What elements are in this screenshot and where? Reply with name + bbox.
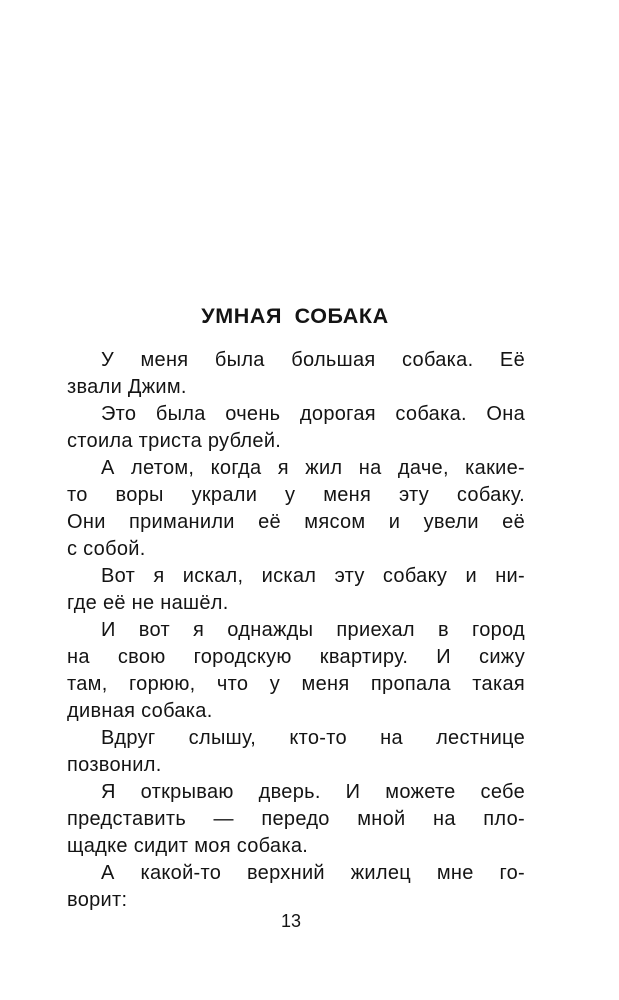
text-line: Я открываю дверь. И можете себе [101, 781, 525, 803]
text-line: И вот я однажды приехал в город [101, 619, 525, 641]
text-line: А какой-то верхний жилец мне го- [101, 862, 525, 884]
text-line: У меня была большая собака. Её [101, 349, 525, 371]
text-line: представить — передо мной на пло- [67, 808, 525, 830]
text-line: Они приманили её мясом и увели её [67, 511, 525, 533]
text-line: Это была очень дорогая собака. Она [101, 403, 525, 425]
text-line: там, горюю, что у меня пропала такая [67, 673, 525, 695]
text-line: то воры украли у меня эту собаку. [67, 484, 525, 506]
text-line: Вот я искал, искал эту собаку и ни- [101, 565, 525, 587]
text-line: щадке сидит моя собака. [67, 835, 309, 857]
text-line: где её не нашёл. [67, 592, 229, 614]
text-line: Вдруг слышу, кто-то на лестнице [101, 727, 525, 749]
text-line: А летом, когда я жил на даче, какие- [101, 457, 525, 479]
story-body [67, 347, 525, 914]
page-number: 13 [280, 911, 302, 931]
text-line: на свою городскую квартиру. И сижу [67, 646, 525, 668]
text-line: позвонил. [67, 754, 162, 776]
text-line: звали Джим. [67, 376, 187, 398]
story-title: УМНАЯ СОБАКА [201, 304, 389, 328]
text-line: стоила триста рублей. [67, 430, 282, 452]
text-line: ворит: [67, 889, 128, 911]
text-line: дивная собака. [67, 700, 213, 722]
text-line: с собой. [67, 538, 146, 560]
